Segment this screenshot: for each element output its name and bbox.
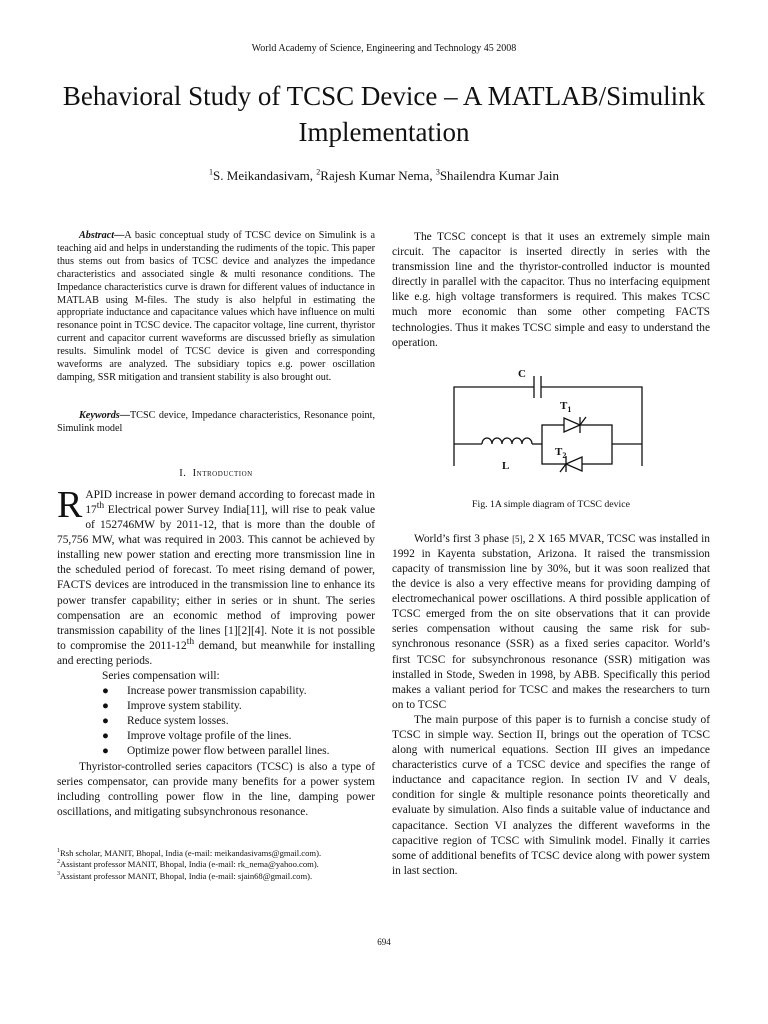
intro-text-c: demand, but meanwhile for installing and erecting periods. (57, 639, 375, 667)
drop-cap: R (57, 483, 83, 526)
list-item (102, 744, 375, 759)
footnote-1 (57, 848, 375, 860)
running-header: World Academy of Science, Engineering and Technology 45 2008 (251, 43, 517, 54)
label-inductor: L (502, 459, 510, 472)
list-item-text: Optimize power flow between parallel lines. (127, 745, 330, 758)
footnote-text: Assistant professor MANIT, Bhopal, India (e-mail: sjain68@gmail.com). (60, 870, 313, 881)
list-item-text: Increase power transmission capability. (127, 685, 307, 698)
ordinal-suffix: th (186, 637, 195, 648)
abstract-text: A basic conceptual study of TCSC device on Simulink is a teaching aid and helps in understanding the rudiments of the topic. This paper thus stems out from basics of TCSC device and analyzes the impedance characteristics and associated single & multi resonance conditions. The Impedance characteristics curve is drawn for different values of inductance in MATLAB using M-files. The study is also helpful in estimating the appropriate inductance and capacitance values which have influence on multi resonance point in TCSC device. The capacitor voltage, line current, thyristor current and capacitor current waveforms are discussed briefly as simulation results. Simulink model of TCSC device is given and corresponding waveforms are analyzed. The subsidiary topics e.g. power oscillation damping, SSR mitigation and transient stability is also brought out. (57, 230, 375, 383)
left-column (57, 230, 375, 882)
footnote-text: Assistant professor MANIT, Bhopal, India (e-mail: rk_nema@yahoo.com). (60, 859, 319, 870)
keywords-dash: — (119, 409, 130, 421)
label-t2: $T_2$ (555, 445, 567, 460)
ordinal-suffix: th (96, 501, 105, 512)
right-column (392, 230, 710, 879)
list-item-text: Improve system stability. (127, 700, 242, 713)
para-text-b: , 2 X 165 MVAR, TCSC was installed in 1992 in Kayenta substation, Arizona. It raised the transmission capacity of transmission line by 30%, but it was soon realized that the device is also a very effective means for providing damping of electromechanical power oscillations. A third possible application of TCSC emerged from the on site observations that it can provide series compensation without causing the same risk for sub-synchronous resonance (SSR) as a fixed series capacitor. World’s first TCSC for subsynchronous resonance (SSR) mitigation was installed in Stode, Sweden in 1998, by ABB. Specifically this period makes a valiant period for TCSC and makes the researchers to turn on to TCSC (392, 532, 710, 711)
author-name-2: Rajesh Kumar Nema, (320, 168, 436, 183)
footnote-mark: 3 (57, 871, 60, 878)
footnotes (57, 848, 375, 883)
tcsc-circuit-diagram (392, 365, 710, 495)
keywords-label: Keywords (79, 409, 120, 421)
author-name-1: S. Meikandasivam, (213, 168, 317, 183)
section-title: Introduction (192, 467, 253, 479)
list-item-text: Reduce system losses. (127, 715, 229, 728)
list-item-text: Improve voltage profile of the lines. (127, 730, 292, 743)
intro-paragraph-3: Thyristor-controlled series capacitors (TCSC) is also a type of series compensator, can provide many benefits for a power system including controlling power flow in the line, damping power oscillations, and mitigating subsynchronous resonance. (57, 760, 375, 818)
abstract-label: Abstract (79, 230, 115, 241)
list-item (102, 684, 375, 699)
figure-caption: Fig. 1A simple diagram of TCSC device (472, 498, 630, 510)
bullet-icon: ● (102, 745, 109, 758)
keywords (57, 409, 375, 435)
right-paragraph-1: The TCSC concept is that it uses an extremely simple main circuit. The capacitor is inserted directly in series with the transmission line and the thyristor-controlled inductor is mounted directly in parallel with the capacitor. Thus no interfacing equipment like e.g. high voltage transformers is required. This makes TCSC much more economic than some other competing FACTS technologies. Thus it makes TCSC simple and easy to understand the operation. (392, 231, 710, 349)
intro-text-b: Electrical power Survey India[11], will rise to peak value of 152746MW by 2011-12, that is more than the double of 75,756 MW, what was required in 2003. This cannot be achieved by installing new power station and erecting more transmission line in the scheduled period of forecast. To meet rising demand of power, FACTS devices are introduced in the transmission line to enhance its power transfer capability; either in series or in shunt. The series compensation are an economic method of improving power transmission capability of the lines [1][2][4]. Note it is not possible to compromise the 2011-12 (57, 503, 375, 652)
author-affil-1: 1 (209, 167, 214, 177)
label-t1: $T_1$ (560, 399, 572, 414)
abstract-dash: — (114, 230, 125, 241)
label-capacitor: C (518, 367, 526, 380)
keywords-text: TCSC device, Impedance characteristics, Resonance point, Simulink model (57, 409, 375, 434)
author-affil-3: 3 (435, 167, 440, 177)
bullet-list (57, 684, 375, 759)
bullet-icon: ● (102, 730, 109, 743)
right-paragraph-3: The main purpose of this paper is to furnish a concise study of TCSC in simple way. Section II, brings out the operation of TCSC along with numerical equations. Section III gives an impedance characteristics curve of a TCSC device and specifies the range of inductance and capacitance region. In section IV and V deals, condition for single & multiple resonance points theoretically and evaluate by simulation. Also finds a suitable value of inductance and capacitance. Section VI analyzes the different waveforms in the capacitive region of TCSC with Simulink model. Finally it carries some of additional benefits of TCSC device along with power system in last section. (392, 713, 710, 877)
right-paragraph-2 (392, 532, 710, 713)
paper-title: Behavioral Study of TCSC Device – A MATLAB/Simulink Implementation (62, 81, 706, 147)
intro-paragraph-1 (57, 483, 375, 669)
bullet-icon: ● (102, 715, 109, 728)
author-line (0, 168, 768, 184)
thyristor-block-frame (542, 425, 612, 464)
footnote-2 (57, 859, 375, 871)
list-item (102, 714, 375, 729)
intro-paragraph-2: Series compensation will: (102, 670, 220, 682)
footnote-mark: 1 (57, 848, 60, 855)
list-item (102, 699, 375, 714)
citation-ref: [5] (512, 533, 523, 544)
list-item (102, 729, 375, 744)
para-text-a: World’s first 3 phase (414, 532, 513, 545)
footnote-mark: 2 (57, 859, 60, 866)
wire-left-top (454, 387, 534, 466)
bullet-icon: ● (102, 685, 109, 698)
section-numeral: I. (179, 467, 187, 479)
abstract (57, 230, 375, 385)
author-affil-2: 2 (316, 167, 321, 177)
inductor-coil (482, 438, 532, 444)
intro-text-a: APID increase in power demand according to forecast made in 17 (85, 488, 375, 516)
page-number: 694 (377, 937, 391, 947)
section-heading-introduction (57, 468, 375, 479)
footnote-text: Rsh scholar, MANIT, Bhopal, India (e-mail: meikandasivams@gmail.com). (60, 847, 322, 858)
bullet-icon: ● (102, 700, 109, 713)
tcsc-circuit-figure (392, 365, 710, 495)
author-name-3: Shailendra Kumar Jain (439, 168, 559, 183)
footnote-3 (57, 871, 375, 883)
